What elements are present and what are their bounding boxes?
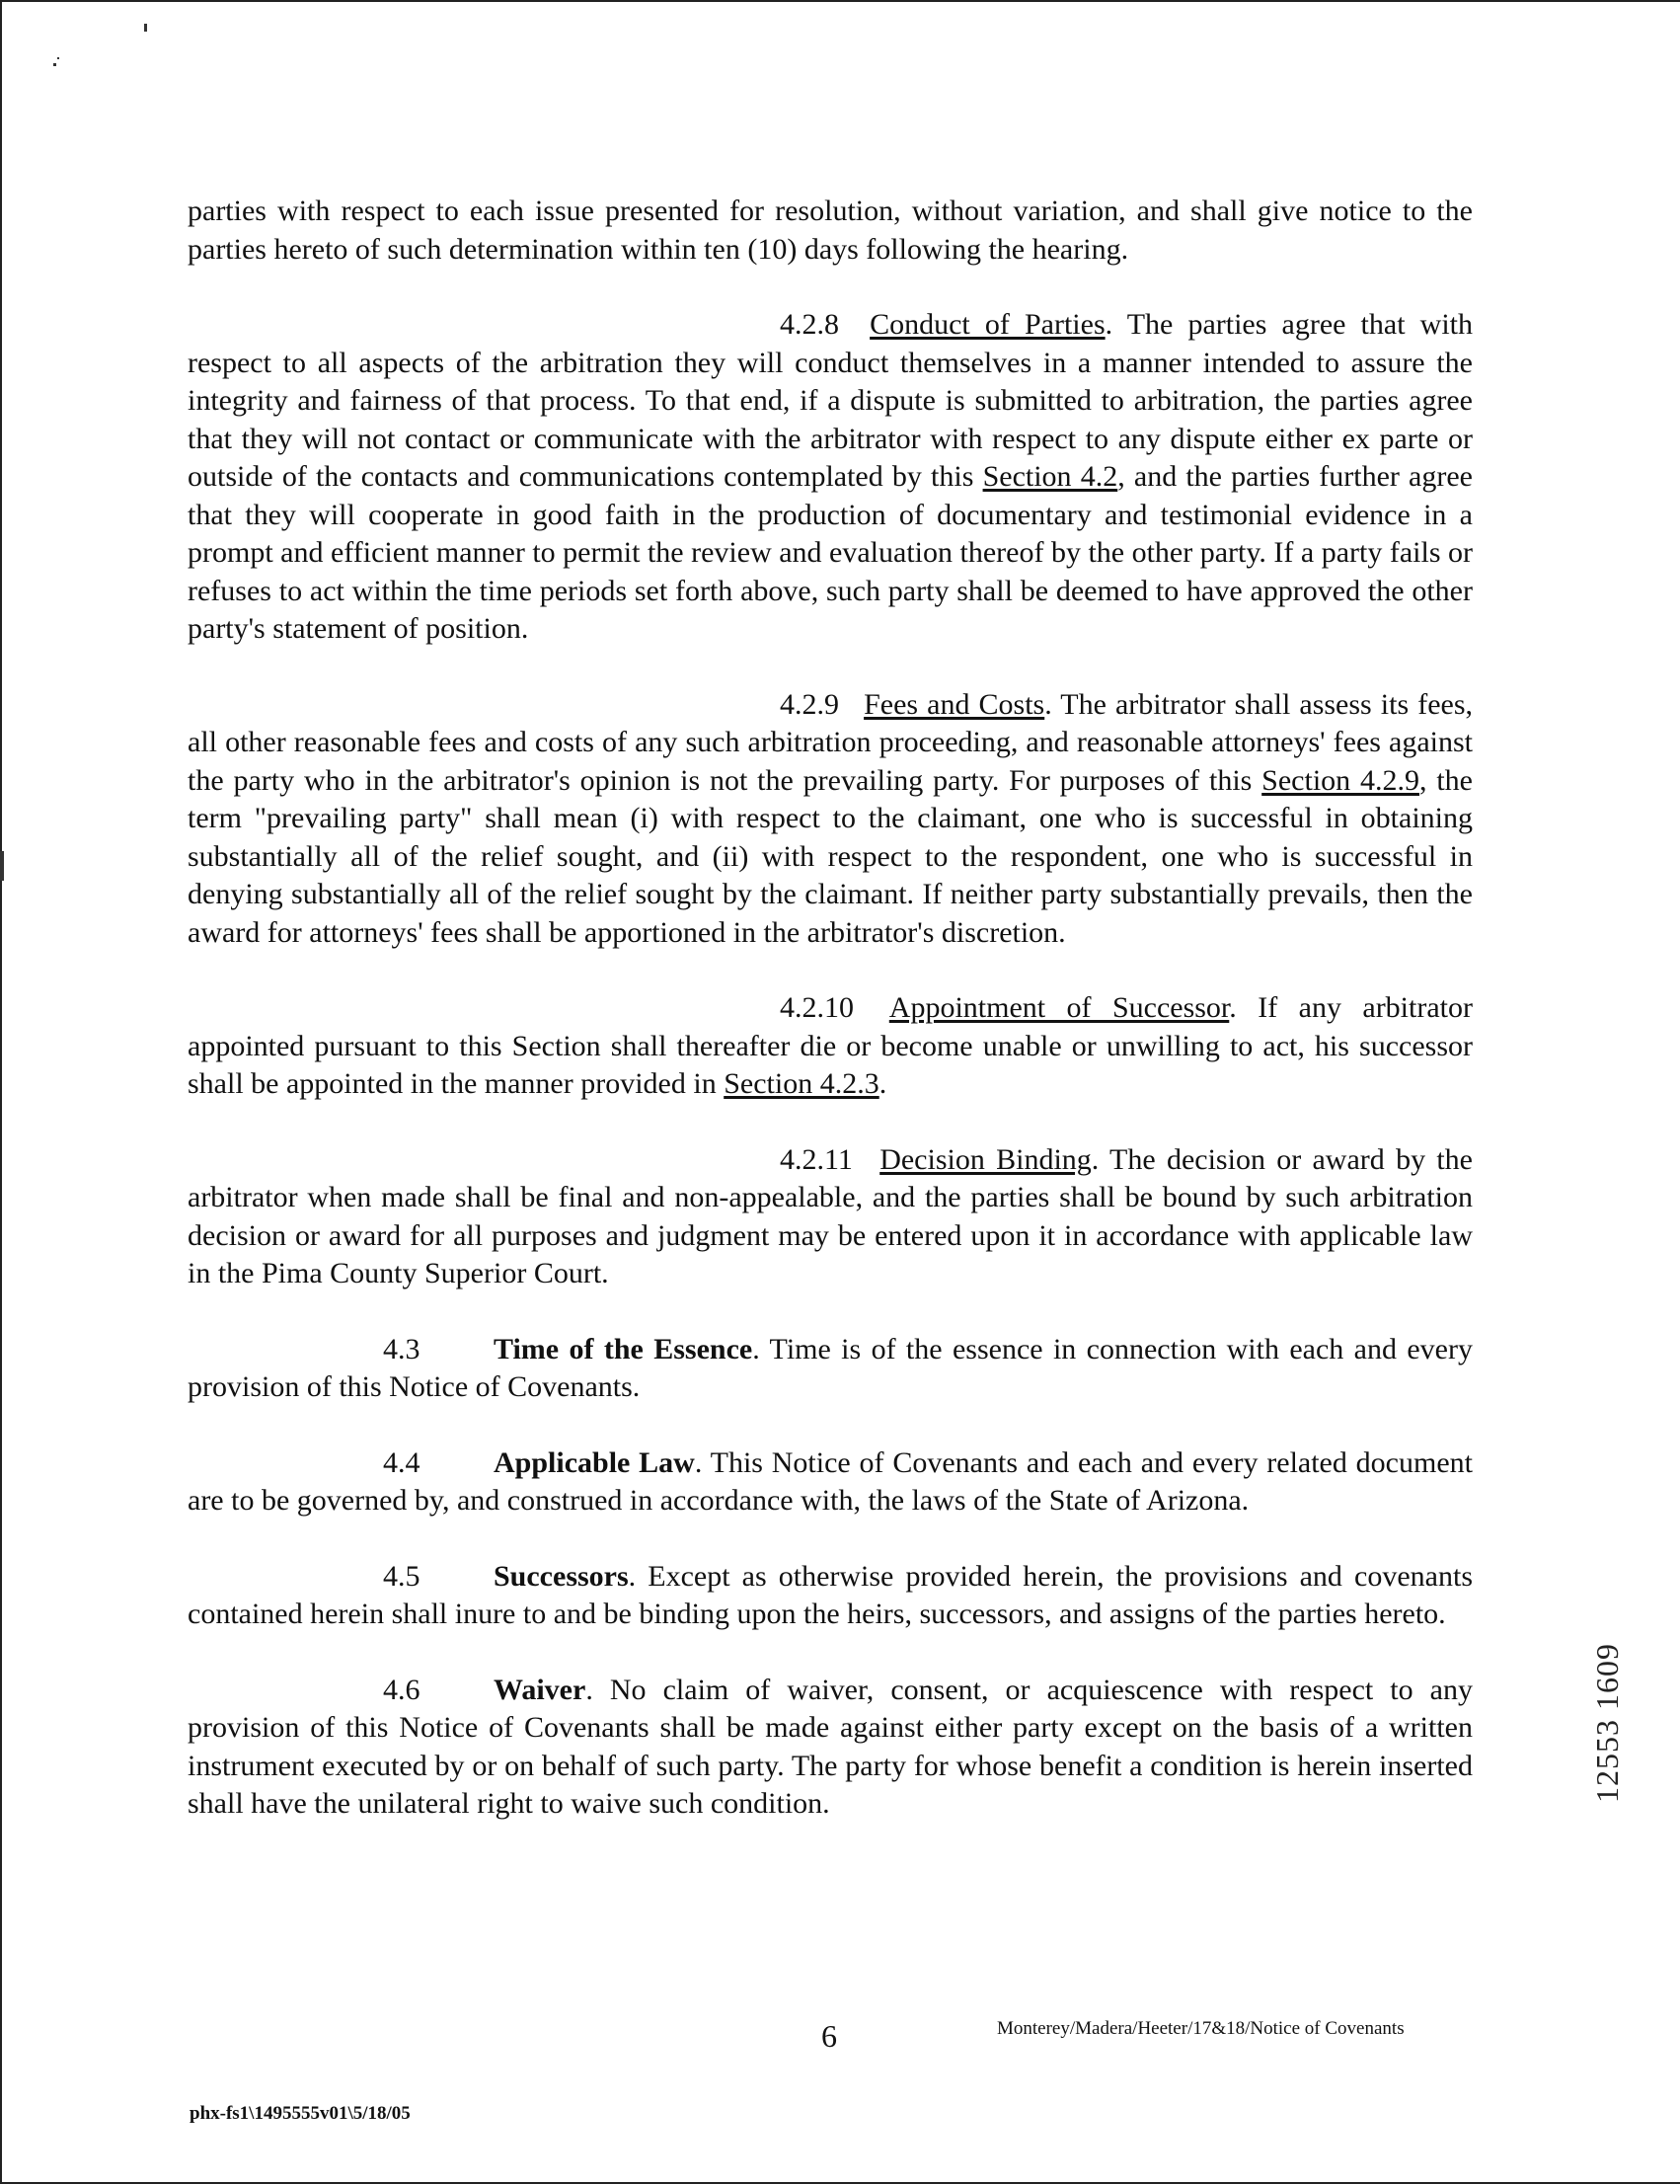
section-number: 4.3 [383, 1332, 420, 1365]
section-4-2-10 [188, 989, 1473, 1104]
section-number: 4.2.8 [780, 308, 839, 341]
section-reference: Section 4.2.3 [724, 1067, 879, 1100]
section-title: Conduct of Parties [870, 308, 1106, 341]
section-4-3 [188, 1331, 1473, 1407]
section-number: 4.6 [383, 1673, 420, 1706]
section-text: . No claim of waiver, consent, or acquiescence with respect to any provision of this Notice of Covenants shall be made against either party except on the basis of a written instrument executed by or on behalf of such party. The party for whose benefit a condition is herein inserted shall have the unilateral right to waive such condition. [188, 1673, 1473, 1820]
section-number: 4.4 [383, 1445, 420, 1479]
section-text: , the term "prevailing party" shall mean (i) with respect to the claimant, one who is successful in obtaining substantially all of the relief sought, and (ii) with respect to the respondent, one who is successful in denying substantially all of the relief sought by the claimant. If neither party substantially prevails, then the award for attorneys' fees shall be apportioned in the arbitrator's discretion. [188, 763, 1473, 949]
section-number: 4.5 [383, 1559, 420, 1593]
section-text: . Time is of the essence in connection with each and every provision of this Notice of Covenants. [188, 1332, 1473, 1403]
recording-stamp-number: 12553 1609 [1589, 1643, 1625, 1803]
section-title: Decision Binding [879, 1142, 1092, 1176]
scan-speck [53, 63, 56, 66]
section-text: . The decision or award by the arbitrator when made shall be final and non-appealable, and the parties shall be bound by such arbitration decision or award for all purposes and judgment may be entered upon it in accordance with applicable law in the Pima County Superior Court. [188, 1142, 1473, 1289]
section-title: Successors [494, 1559, 629, 1593]
page-number: 6 [821, 2018, 837, 2054]
section-reference: Section 4.2.9 [1261, 763, 1419, 797]
section-number: 4.2.11 [780, 1142, 853, 1176]
section-text: . The arbitrator shall assess its fees, all other reasonable fees and costs of any such arbitration proceeding, and reasonable attorneys' fees against the party who in the arbitrator's opinion is not the prevailing party. For purposes of this [188, 687, 1474, 797]
continued-paragraph [188, 193, 1473, 269]
document-id: phx-fs1\1495555v01\5/18/05 [190, 2103, 411, 2124]
section-text: . Except as otherwise provided herein, the provisions and covenants contained herein shall inure to and be binding upon the heirs, successors, and assigns of the parties hereto. [188, 1559, 1473, 1630]
section-4-4 [188, 1444, 1473, 1521]
section-text: . If any arbitrator appointed pursuant to this Section shall thereafter die or become unable or unwilling to act, his successor shall be appointed in the manner provided in [188, 991, 1473, 1100]
section-4-6 [188, 1672, 1473, 1824]
section-text: , and the parties further agree that they will cooperate in good faith in the production of documentary and testimonial evidence in a prompt and efficient manner to permit the review and evaluation thereof by the other party. If a party fails or refuses to act within the time periods set forth above, such party shall be deemed to have approved the other party's statement of position. [188, 460, 1474, 645]
section-title: Applicable Law [494, 1445, 695, 1479]
scan-speck [57, 57, 59, 59]
section-4-2-9 [188, 686, 1473, 953]
section-number: 4.2.10 [780, 991, 854, 1024]
section-title: Fees and Costs [864, 687, 1045, 721]
section-number: 4.2.9 [780, 687, 839, 721]
section-text: . The parties agree that with respect to all aspects of the arbitration they will conduct themselves in a manner intended to assure the integrity and fairness of that process. To that end, if a dispute is submitted to arbitration, the parties agree that they will not contact or communicate with the arbitrator with respect to any dispute either ex parte or outside of the contacts and communications contemplated by this [188, 308, 1473, 493]
section-reference: Section 4.2 [982, 460, 1118, 493]
scan-speck [0, 851, 4, 881]
paragraph-text: parties with respect to each issue presented for resolution, without variation, and shall give notice to the parties hereto of such determination within ten (10) days following the hearing. [188, 195, 1473, 266]
scan-speck [144, 24, 147, 32]
section-title: Time of the Essence [494, 1332, 753, 1365]
section-title: Waiver [494, 1673, 586, 1706]
section-4-2-11 [188, 1141, 1473, 1293]
section-text: . This Notice of Covenants and each and every related document are to be governed by, and construed in accordance with, the laws of the State of Arizona. [188, 1445, 1473, 1517]
section-title: Appointment of Successor [888, 991, 1230, 1024]
section-text: . [878, 1067, 887, 1100]
document-body [188, 193, 1473, 1824]
footer-reference: Monterey/Madera/Heeter/17&18/Notice of Covenants [997, 2018, 1405, 2039]
section-4-2-8 [188, 306, 1473, 649]
section-4-5 [188, 1558, 1473, 1634]
